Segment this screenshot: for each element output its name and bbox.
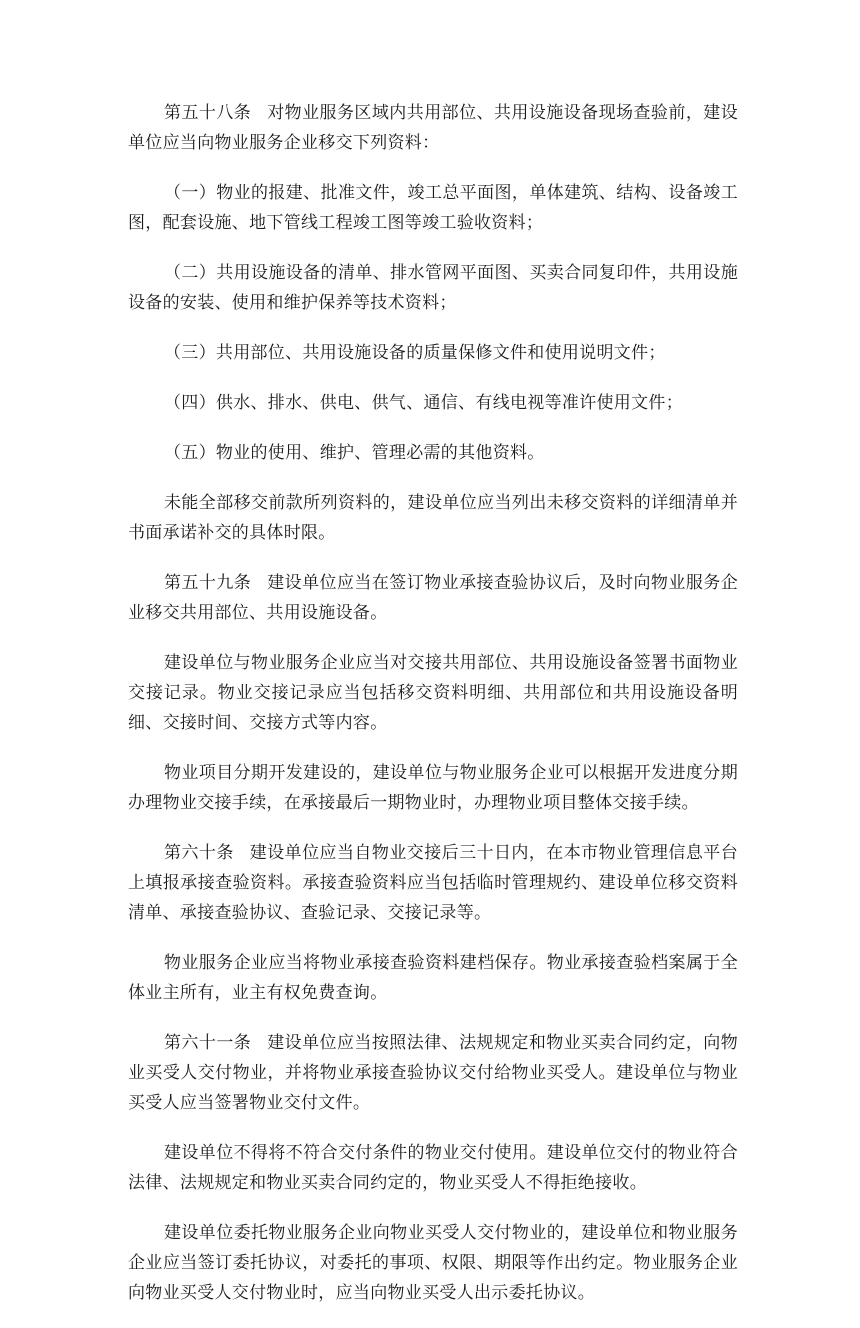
paragraph-text: 对物业服务区域内共用部位、共用设施设备现场查验前，建设单位应当向物业服务企业移交下列资料： bbox=[128, 103, 738, 153]
article-58-paragraph bbox=[128, 98, 738, 158]
document-body bbox=[128, 98, 738, 1328]
article-60-paragraph bbox=[128, 838, 738, 928]
body-paragraph bbox=[128, 1138, 738, 1198]
paragraph-text: 建设单位不得将不符合交付条件的物业交付使用。建设单位交付的物业符合法律、法规规定和物业买卖合同约定的，物业买受人不得拒绝接收。 bbox=[128, 1143, 738, 1193]
paragraph-text: （三）共用部位、共用设施设备的质量保修文件和使用说明文件； bbox=[164, 343, 666, 363]
paragraph-text: （四）供水、排水、供电、供气、通信、有线电视等准许使用文件； bbox=[164, 393, 683, 413]
body-paragraph bbox=[128, 948, 738, 1008]
paragraph-text: （二）共用设施设备的清单、排水管网平面图、买卖合同复印件，共用设施设备的安装、使用和维护保养等技术资料； bbox=[128, 263, 738, 313]
paragraph-text: 建设单位应当自物业交接后三十日内，在本市物业管理信息平台上填报承接查验资料。承接查验资料应当包括临时管理规约、建设单位移交资料清单、承接查验协议、查验记录、交接记录等。 bbox=[128, 843, 739, 923]
body-paragraph bbox=[128, 758, 738, 818]
article-number: 第六十一条 bbox=[164, 1033, 252, 1053]
article-61-paragraph bbox=[128, 1028, 738, 1118]
list-item-1 bbox=[128, 178, 738, 238]
body-paragraph bbox=[128, 488, 738, 548]
body-paragraph bbox=[128, 648, 738, 738]
list-item-3 bbox=[128, 338, 738, 368]
paragraph-text: 建设单位应当在签订物业承接查验协议后，及时向物业服务企业移交共用部位、共用设施设备。 bbox=[128, 573, 738, 623]
paragraph-text: 建设单位委托物业服务企业向物业买受人交付物业的，建设单位和物业服务企业应当签订委托协议，对委托的事项、权限、期限等作出约定。物业服务企业向物业买受人交付物业时，应当向物业买受人出示委托协议。 bbox=[128, 1223, 738, 1303]
paragraph-text: 建设单位应当按照法律、法规规定和物业买卖合同约定，向物业买受人交付物业，并将物业承接查验协议交付给物业买受人。建设单位与物业买受人应当签署物业交付文件。 bbox=[128, 1033, 738, 1113]
paragraph-text: 物业项目分期开发建设的，建设单位与物业服务企业可以根据开发进度分期办理物业交接手续，在承接最后一期物业时，办理物业项目整体交接手续。 bbox=[128, 763, 738, 813]
list-item-4 bbox=[128, 388, 738, 418]
body-paragraph bbox=[128, 1218, 738, 1308]
paragraph-text: （五）物业的使用、维护、管理必需的其他资料。 bbox=[164, 443, 545, 463]
article-number: 第五十八条 bbox=[164, 103, 252, 123]
paragraph-text: 建设单位与物业服务企业应当对交接共用部位、共用设施设备签署书面物业交接记录。物业交接记录应当包括移交资料明细、共用部位和共用设施设备明细、交接时间、交接方式等内容。 bbox=[128, 653, 738, 733]
article-number: 第五十九条 bbox=[164, 573, 252, 593]
article-number: 第六十条 bbox=[164, 843, 234, 863]
paragraph-text: 物业服务企业应当将物业承接查验资料建档保存。物业承接查验档案属于全体业主所有，业主有权免费查询。 bbox=[128, 953, 738, 1003]
list-item-2 bbox=[128, 258, 738, 318]
article-59-paragraph bbox=[128, 568, 738, 628]
list-item-5 bbox=[128, 438, 738, 468]
paragraph-text: （一）物业的报建、批准文件，竣工总平面图，单体建筑、结构、设备竣工图，配套设施、地下管线工程竣工图等竣工验收资料； bbox=[128, 183, 738, 233]
paragraph-text: 未能全部移交前款所列资料的，建设单位应当列出未移交资料的详细清单并书面承诺补交的具体时限。 bbox=[128, 493, 738, 543]
